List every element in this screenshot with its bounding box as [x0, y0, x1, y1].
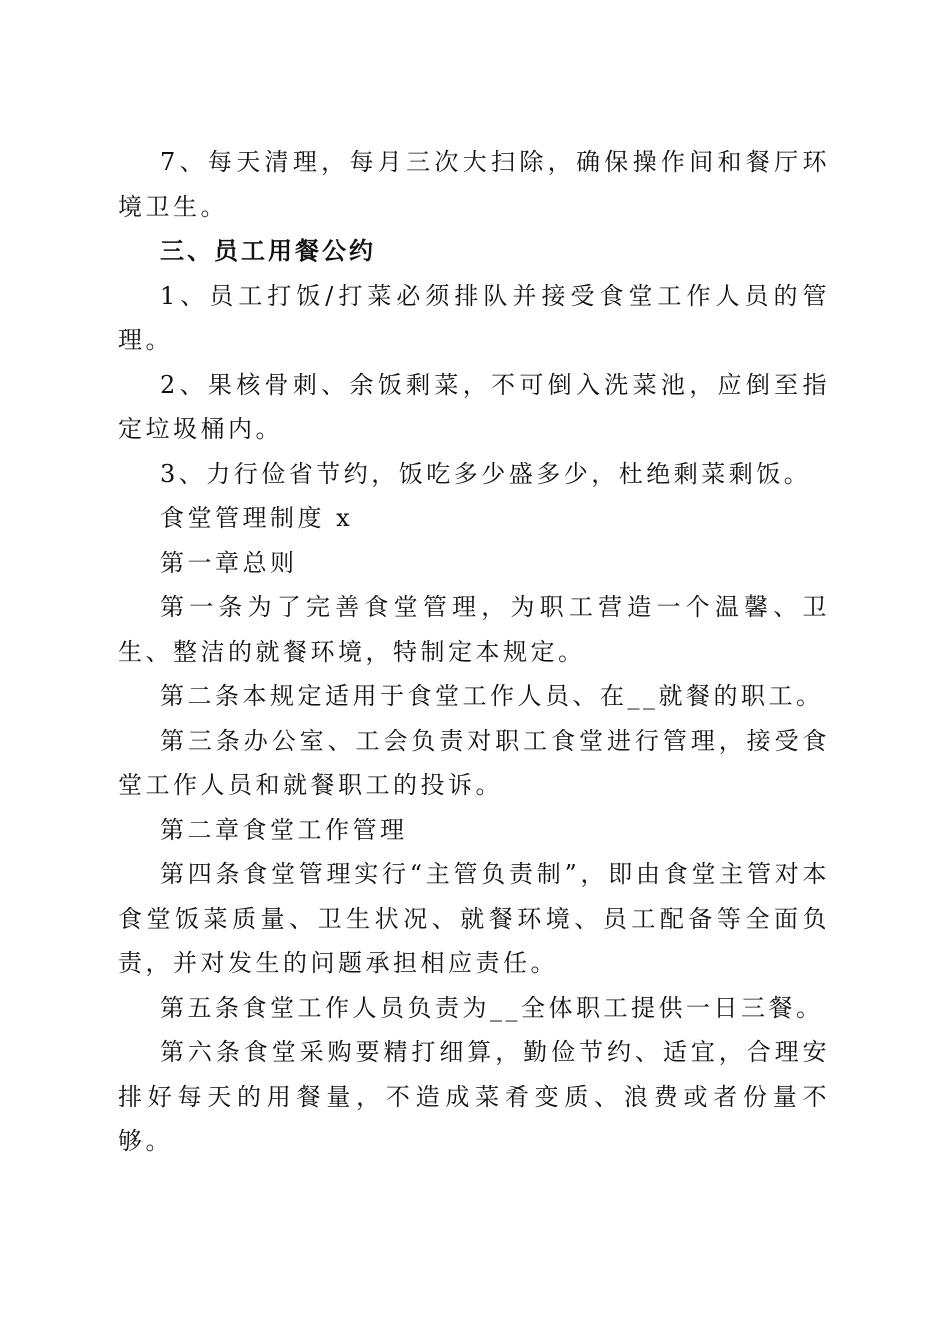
chapter-2-heading: 第二章食堂工作管理: [160, 815, 408, 844]
article-4: 第四条食堂管理实行“主管负责制”，即由食堂主管对本食堂饭菜质量、卫生状况、就餐环境、员工配备等全面负责，并对发生的问题承担相应责任。: [118, 860, 830, 977]
document-subtitle: 食堂管理制度 x: [160, 504, 354, 532]
paragraph-dining-rule-1: 1、员工打饭/打菜必须排队并接受食堂工作人员的管理。: [118, 281, 830, 354]
article-6: 第六条食堂采购要精打细算，勤俭节约、适宜，合理安排好每天的用餐量，不造成菜肴变质、浪费或者份量不够。: [118, 1038, 830, 1155]
article-1: 第一条为了完善食堂管理，为职工营造一个温馨、卫生、整洁的就餐环境，特制定本规定。: [118, 593, 830, 666]
article-2: 第二条本规定适用于食堂工作人员、在__就餐的职工。: [160, 682, 824, 710]
section-heading-dining-rules: 三、员工用餐公约: [160, 237, 376, 265]
document-body: [118, 140, 830, 1164]
paragraph-rule-7: 7、每天清理，每月三次大扫除，确保操作间和餐厅环境卫生。: [118, 148, 830, 221]
paragraph-dining-rule-2: 2、果核骨刺、余饭剩菜，不可倒入洗菜池，应倒至指定垃圾桶内。: [118, 370, 830, 443]
article-3: 第三条办公室、工会负责对职工食堂进行管理，接受食堂工作人员和就餐职工的投诉。: [118, 726, 830, 799]
article-5: 第五条食堂工作人员负责为__全体职工提供一日三餐。: [160, 993, 824, 1022]
chapter-1-heading: 第一章总则: [160, 548, 298, 577]
paragraph-dining-rule-3: 3、力行俭省节约，饭吃多少盛多少，杜绝剩菜剩饭。: [160, 459, 812, 488]
